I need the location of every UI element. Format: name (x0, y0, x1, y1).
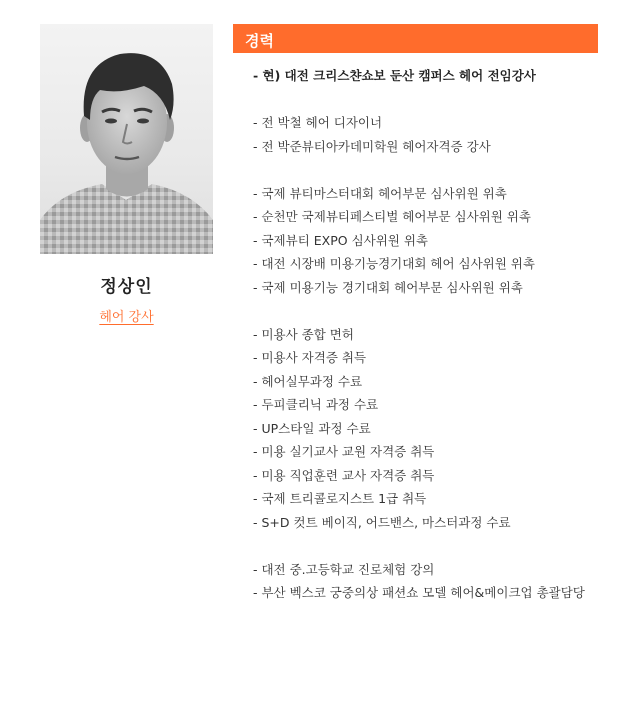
career-item: - 부산 벡스코 궁중의상 패션쇼 모델 헤어&메이크업 총괄담당 (253, 585, 585, 600)
career-item: - 전 박철 헤어 디자이너 (253, 115, 383, 130)
section-header-bar (233, 24, 598, 53)
career-item: - 미용 직업훈련 교사 자격증 취득 (253, 467, 435, 483)
career-item: - 헤어실무과정 수료 (253, 373, 363, 389)
person-portrait-image (40, 24, 213, 254)
career-item: - 두피클리닉 과정 수료 (253, 397, 379, 412)
career-list (253, 64, 633, 605)
profile-photo (40, 24, 213, 254)
profile-role-link[interactable]: 헤어 강사 (99, 310, 154, 325)
group-spacer (253, 534, 633, 558)
career-item: - 국제 뷰티마스터대회 헤어부문 심사위원 위촉 (253, 185, 507, 201)
career-item: - 국제 미용기능 경기대회 헤어부문 심사위원 위촉 (253, 279, 523, 295)
career-item: - 현) 대전 크리스챤쇼보 둔산 캠퍼스 헤어 전임강사 (253, 68, 536, 83)
profile-role (40, 306, 213, 325)
career-item: - S+D 컷트 베이직, 어드밴스, 마스터과정 수료 (253, 514, 511, 530)
group-spacer (253, 88, 633, 112)
career-item: - 순천만 국제뷰티페스티벌 헤어부문 심사위원 위촉 (253, 209, 531, 224)
group-spacer (253, 299, 633, 323)
career-item: - 대전 시장배 미용기능경기대회 헤어 심사위원 위촉 (253, 256, 535, 271)
section-title: 경력 (245, 32, 274, 50)
career-item: - 대전 중.고등학교 진로체험 강의 (253, 561, 435, 577)
career-item: - 미용사 종합 면허 (253, 326, 354, 342)
career-item: - 국제뷰티 EXPO 심사위원 위촉 (253, 232, 428, 248)
career-item: - 미용사 자격증 취득 (253, 350, 367, 365)
career-item: - 국제 트리콜로지스트 1급 취득 (253, 491, 427, 506)
profile-name: 정상인 (100, 277, 153, 297)
career-item: - 미용 실기교사 교원 자격증 취득 (253, 444, 435, 459)
career-item: - 전 박준뷰티아카데미학원 헤어자격증 강사 (253, 138, 491, 154)
group-spacer (253, 158, 633, 182)
career-item: - UP스타일 과정 수료 (253, 420, 371, 436)
